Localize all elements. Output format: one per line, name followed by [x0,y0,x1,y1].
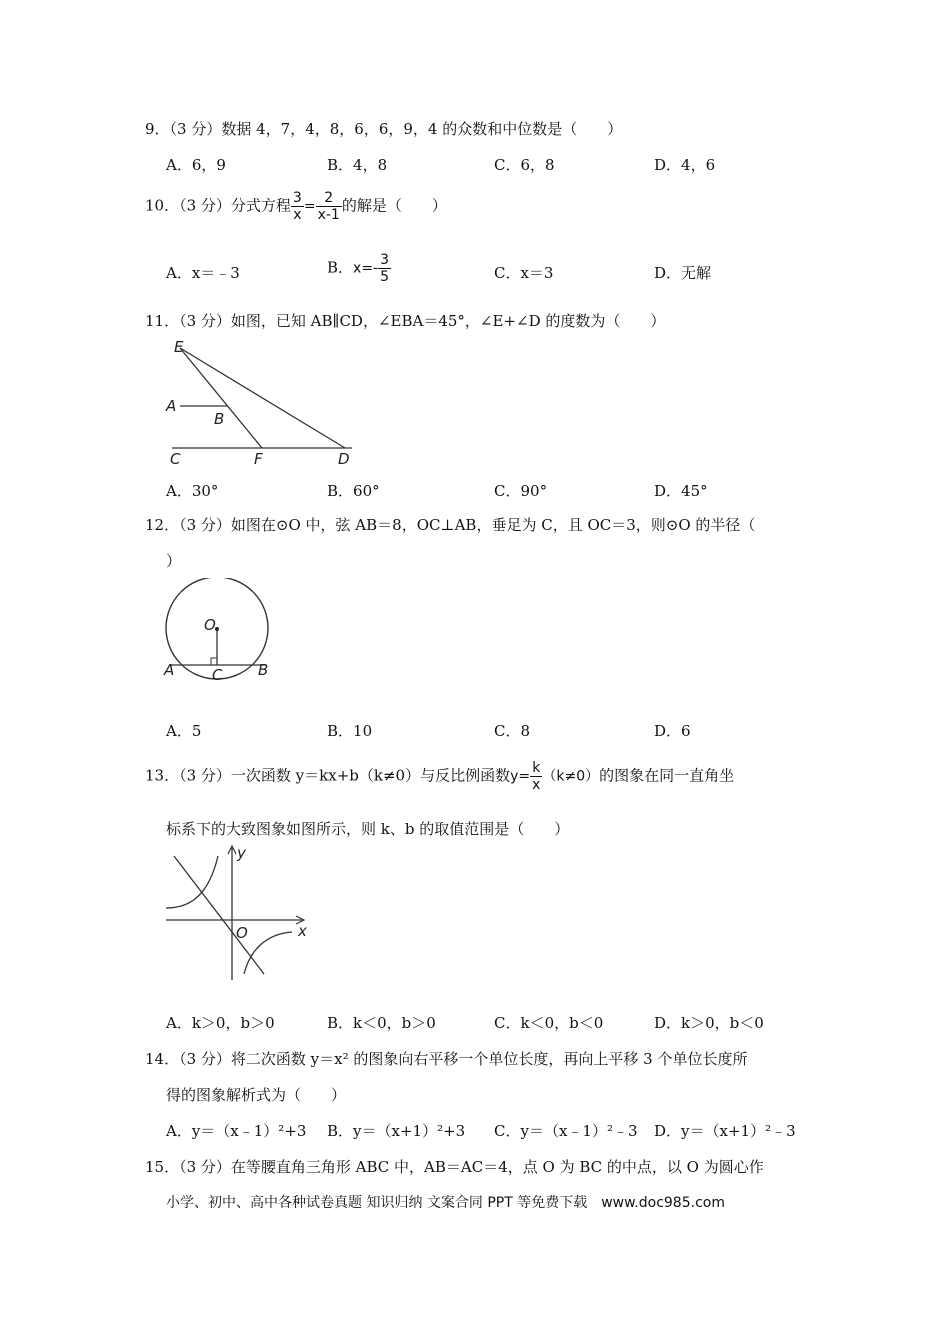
q13-number: 13． [145,766,180,785]
q13-option-b[interactable]: B．k＜0，b＞0 [327,1014,436,1032]
q12-figure [160,578,280,688]
q10-equals: = [303,198,316,215]
q13-label-o: O [236,924,248,942]
q13-score: （3 分） [179,766,231,785]
q12-label-o: O [204,616,216,634]
q13-stem-line2: 标系下的大致图象如图所示，则 k、b 的取值范围是（ ） [166,820,570,838]
q12-label-c: C [212,666,223,684]
q13-fraction: $\frac{k}{x}$ [532,760,541,793]
q13-option-a[interactable]: A．k＞0，b＞0 [166,1014,275,1032]
q11-stem [145,310,665,331]
q10-fraction-1: $\frac{3}{x}$ [292,190,302,223]
q15-number: 15． [145,1158,180,1176]
q10-fraction-2: $\frac{2}{x-1}$ [317,190,340,223]
q10-option-b[interactable] [327,252,391,285]
q10-score: （3 分） [179,196,231,215]
q10-number: 10． [145,196,180,215]
q9-stem [145,118,622,139]
q14-option-c[interactable]: C．y＝（x﹣1）²﹣3 [494,1122,638,1140]
q12-label-a: A [164,661,175,679]
q14-stem [145,1048,747,1069]
q10-option-b-fraction: $\frac{3}{5}$ [380,252,390,285]
q9-number: 9． [145,120,170,138]
q11-label-a: A [166,397,177,415]
q13-label-x: x [298,922,307,940]
q9-option-b[interactable]: B．4，8 [327,156,388,174]
q12-option-d[interactable]: D．6 [654,722,691,740]
q9-option-c[interactable]: C．6，8 [494,156,555,174]
q13-stem [145,760,734,793]
q14-score: （3 分） [179,1050,231,1068]
q13-condition: （k≠0） [542,768,600,785]
q14-stem-line2: 得的图象解析式为（ ） [166,1086,347,1104]
q11-option-b[interactable]: B．60° [327,482,380,500]
q10-option-d[interactable]: D．无解 [654,264,712,282]
q15-text: 在等腰直角三角形 ABC 中，AB＝AC＝4，点 O 为 BC 的中点，以 O 为圆心作 [230,1158,764,1176]
q14-option-a[interactable]: A．y＝（x﹣1）²+3 [166,1122,307,1140]
q12-text: 如图在⊙O 中，弦 AB＝8，OC⊥AB，垂足为 C，且 OC＝3，则⊙O 的半径（ [230,516,756,534]
q14-option-b[interactable]: B．y＝（x+1）²+3 [327,1122,466,1140]
q9-option-d[interactable]: D．4，6 [654,156,716,174]
q11-score: （3 分） [179,312,231,330]
q12-option-a[interactable]: A．5 [166,722,202,740]
page-footer: 小学、初中、高中各种试卷真题 知识归纳 文案合同 PPT 等免费下载 www.doc985.com [166,1195,725,1211]
q15-score: （3 分） [179,1158,231,1176]
q13-text-before: 一次函数 y＝kx+b（k≠0）与反比例函数 [230,766,511,785]
q12-stem [145,514,755,535]
q13-option-d[interactable]: D．k＞0，b＜0 [654,1014,764,1032]
q11-label-d: D [338,450,350,468]
q15-stem [145,1156,764,1177]
q11-option-c[interactable]: C．90° [494,482,548,500]
q10-option-a[interactable]: A．x＝﹣3 [166,264,240,282]
q13-text-after: 的图象在同一直角坐 [599,766,735,785]
q11-option-d[interactable]: D．45° [654,482,708,500]
q13-label-y: y [237,844,246,862]
q14-number: 14． [145,1050,180,1068]
q13-option-c[interactable]: C．k＜0，b＜0 [494,1014,604,1032]
q14-option-d[interactable]: D．y＝（x+1）²﹣3 [654,1122,796,1140]
q10-option-c[interactable]: C．x＝3 [494,264,554,282]
q10-stem [145,190,447,223]
q13-y-eq: y= [510,768,531,785]
q11-label-c: C [170,450,181,468]
q9-option-a[interactable]: A．6，9 [166,156,226,174]
q10-text-after: 的解是（ ） [341,196,447,215]
q11-label-e: E [174,338,184,356]
q14-text-line1: 将二次函数 y＝x² 的图象向右平移一个单位长度，再向上平移 3 个单位长度所 [230,1050,748,1068]
q13-figure [160,842,320,982]
q11-label-b: B [214,410,225,428]
q11-text: 如图，已知 AB∥CD，∠EBA＝45°，∠E+∠D 的度数为（ ） [230,312,666,330]
q12-label-b: B [258,661,269,679]
q11-label-f: F [254,450,263,468]
q12-stem-cont: ） [166,552,182,570]
q12-option-b[interactable]: B．10 [327,722,373,740]
q11-number: 11． [145,312,180,330]
q10-option-b-expr: x=- [353,260,379,277]
q12-number: 12． [145,516,180,534]
q11-option-a[interactable]: A．30° [166,482,219,500]
q12-score: （3 分） [179,516,231,534]
q11-figure [160,336,360,472]
q10-option-b-label: B． [327,258,354,277]
q9-score: （3 分） [169,120,222,138]
q12-option-c[interactable]: C．8 [494,722,531,740]
q9-text: 数据 4，7，4，8，6，6，9，4 的众数和中位数是（ ） [221,120,623,138]
q10-text-before: 分式方程 [230,196,291,215]
